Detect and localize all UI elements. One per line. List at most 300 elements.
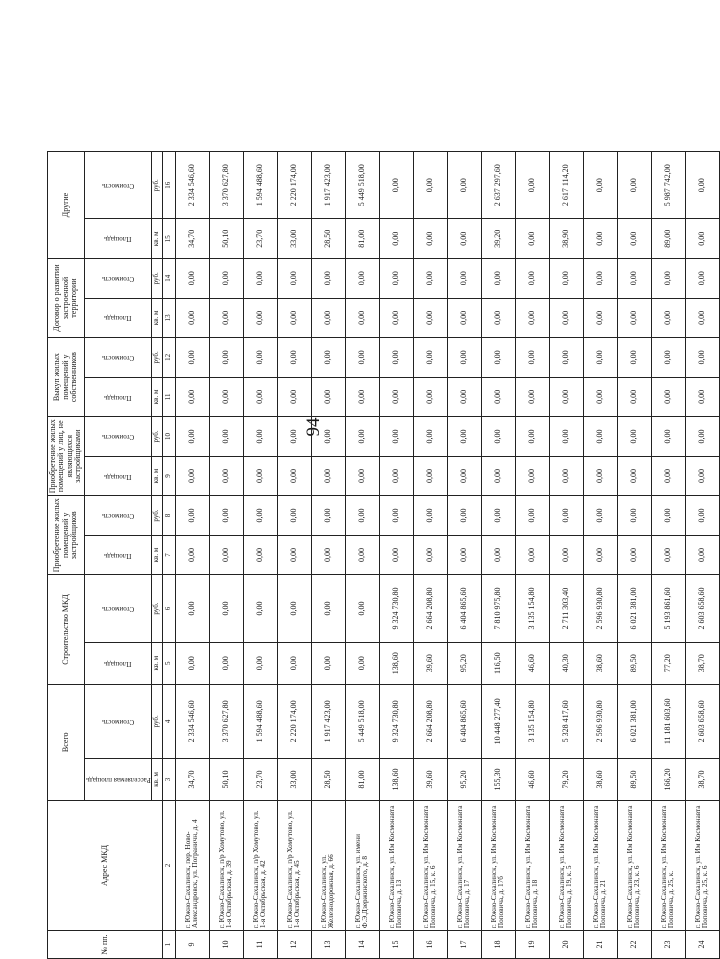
- row-buy-developers-area: 0,00: [515, 535, 549, 575]
- row-construction-cost: 0,00: [311, 575, 345, 642]
- row-buy-non-developers-cost: 0,00: [617, 417, 651, 457]
- row-address: г. Южно-Сахалинск, ул. Им Космонавта Поповича, д. 25, к. 6: [685, 800, 719, 930]
- unit-rub: руб.: [152, 496, 162, 536]
- header-group-buyout-owners: Выкуп жилых помещений у собственников: [48, 338, 85, 417]
- row-number: 23: [651, 931, 685, 959]
- row-buyout-owners-area: 0,00: [379, 377, 413, 417]
- row-address: г. Южно-Сахалинск, ул. Железнодорожная, д. 66: [311, 800, 345, 930]
- row-address: г. Южно-Сахалинск, ул. Им Космонавта Поповича, д. 18: [515, 800, 549, 930]
- header-address: Адрес МКД: [48, 800, 163, 930]
- row-buy-developers-area: 0,00: [277, 535, 311, 575]
- subheader-cost: Стоимость: [84, 496, 152, 536]
- subheader-area: Площадь: [84, 377, 152, 417]
- row-buyout-owners-area: 0,00: [277, 377, 311, 417]
- row-construction-area: 0,00: [243, 642, 277, 684]
- row-construction-area: 0,00: [175, 642, 209, 684]
- row-total-area: 38,70: [685, 759, 719, 801]
- row-other-area: 0,00: [583, 219, 617, 259]
- row-other-area: 89,00: [651, 219, 685, 259]
- row-buyout-owners-cost: 0,00: [175, 338, 209, 378]
- row-buy-non-developers-cost: 0,00: [549, 417, 583, 457]
- row-construction-area: 38,60: [583, 642, 617, 684]
- row-buyout-owners-area: 0,00: [481, 377, 515, 417]
- row-construction-area: 89,50: [617, 642, 651, 684]
- row-address: г. Южно-Сахалинск, пер. Ново-Александровск, ул. Пограничн, д. 4: [175, 800, 209, 930]
- row-development-agreement-cost: 0,00: [549, 259, 583, 299]
- table-row: [617, 152, 651, 959]
- column-number: 1: [162, 931, 175, 959]
- row-total-area: 39,60: [413, 759, 447, 801]
- row-buy-non-developers-cost: 0,00: [447, 417, 481, 457]
- row-construction-cost: 0,00: [277, 575, 311, 642]
- row-address: г. Южно-Сахалинск, ул. Им Космонавта Поповича, д. 17: [447, 800, 481, 930]
- row-buy-non-developers-area: 0,00: [617, 456, 651, 496]
- row-total-cost: 3 370 627,80: [209, 684, 243, 758]
- row-other-area: 0,00: [379, 219, 413, 259]
- row-construction-cost: 6 404 865,60: [447, 575, 481, 642]
- row-address: г. Южно-Сахалинск, ул. Им Космонавта Поповича, д. 13: [379, 800, 413, 930]
- row-construction-cost: 0,00: [175, 575, 209, 642]
- row-buy-developers-area: 0,00: [583, 535, 617, 575]
- row-buyout-owners-cost: 0,00: [379, 338, 413, 378]
- row-development-agreement-area: 0,00: [583, 298, 617, 338]
- row-total-area: 33,00: [277, 759, 311, 801]
- row-development-agreement-cost: 0,00: [345, 259, 379, 299]
- row-buyout-owners-area: 0,00: [515, 377, 549, 417]
- unit-rub: руб.: [152, 338, 162, 378]
- table-row: [651, 152, 685, 959]
- row-total-area: 155,30: [481, 759, 515, 801]
- row-other-cost: 2 617 114,20: [549, 152, 583, 220]
- subheader-area: Площадь: [84, 456, 152, 496]
- row-buyout-owners-cost: 0,00: [651, 338, 685, 378]
- subheader-cost: Стоимость: [84, 575, 152, 642]
- row-other-area: 0,00: [413, 219, 447, 259]
- row-other-area: 81,00: [345, 219, 379, 259]
- row-total-cost: 6 021 381,00: [617, 684, 651, 758]
- row-number: 20: [549, 931, 583, 959]
- row-construction-cost: 2 664 208,80: [413, 575, 447, 642]
- subheader-cost: Стоимость: [84, 338, 152, 378]
- row-buy-non-developers-area: 0,00: [345, 456, 379, 496]
- row-other-cost: 5 987 742,00: [651, 152, 685, 220]
- row-buy-non-developers-area: 0,00: [549, 456, 583, 496]
- row-construction-area: 116,50: [481, 642, 515, 684]
- table-row: [345, 152, 379, 959]
- table-row: [413, 152, 447, 959]
- row-buyout-owners-area: 0,00: [447, 377, 481, 417]
- row-buy-developers-cost: 0,00: [685, 496, 719, 536]
- row-construction-cost: 0,00: [243, 575, 277, 642]
- table-row: [481, 152, 515, 959]
- row-development-agreement-cost: 0,00: [583, 259, 617, 299]
- row-buy-developers-cost: 0,00: [209, 496, 243, 536]
- row-total-cost: 5 449 518,00: [345, 684, 379, 758]
- row-buy-developers-area: 0,00: [549, 535, 583, 575]
- unit-rub: руб.: [152, 684, 162, 758]
- row-buyout-owners-cost: 0,00: [583, 338, 617, 378]
- row-other-cost: 0,00: [379, 152, 413, 220]
- row-buy-developers-cost: 0,00: [549, 496, 583, 536]
- row-total-area: 46,60: [515, 759, 549, 801]
- row-development-agreement-area: 0,00: [175, 298, 209, 338]
- row-total-cost: 1 917 423,00: [311, 684, 345, 758]
- row-total-cost: 2 220 174,00: [277, 684, 311, 758]
- row-development-agreement-cost: 0,00: [413, 259, 447, 299]
- row-development-agreement-cost: 0,00: [481, 259, 515, 299]
- subheader-area: Площадь: [84, 219, 152, 259]
- row-buy-non-developers-cost: 0,00: [379, 417, 413, 457]
- row-number: 10: [209, 931, 243, 959]
- row-buy-developers-area: 0,00: [481, 535, 515, 575]
- row-other-cost: 0,00: [583, 152, 617, 220]
- row-number: 19: [515, 931, 549, 959]
- unit-rub: руб.: [152, 259, 162, 299]
- row-buy-developers-cost: 0,00: [345, 496, 379, 536]
- table-row: [379, 152, 413, 959]
- row-construction-cost: 2 596 930,80: [583, 575, 617, 642]
- row-other-cost: 0,00: [447, 152, 481, 220]
- row-other-area: 0,00: [685, 219, 719, 259]
- row-other-cost: 1 917 423,00: [311, 152, 345, 220]
- row-construction-area: 95,20: [447, 642, 481, 684]
- header-group-buy-developers: Приобретение жилых помещений у застройщиков: [48, 496, 85, 575]
- column-number-row: [162, 152, 175, 959]
- row-buyout-owners-area: 0,00: [175, 377, 209, 417]
- table-row: [685, 152, 719, 959]
- row-total-area: 89,50: [617, 759, 651, 801]
- row-other-cost: 2 220 174,00: [277, 152, 311, 220]
- row-construction-area: 0,00: [277, 642, 311, 684]
- row-construction-cost: 7 810 975,80: [481, 575, 515, 642]
- row-development-agreement-area: 0,00: [209, 298, 243, 338]
- column-number: 14: [162, 259, 175, 299]
- table-row: [515, 152, 549, 959]
- row-buy-developers-cost: 0,00: [515, 496, 549, 536]
- row-number: 12: [277, 931, 311, 959]
- header-no: № пп.: [48, 931, 163, 959]
- table-row: [175, 152, 209, 959]
- row-address: г. Южно-Сахалинск, п/р Хомутово, ул. 1-я Октябрьская, д. 39: [209, 800, 243, 930]
- row-buy-non-developers-cost: 0,00: [277, 417, 311, 457]
- header-group-buy-non-developers: Приобретение жилых помещений у лиц, не являющихся застройщиками: [48, 417, 85, 496]
- row-other-area: 23,70: [243, 219, 277, 259]
- row-buy-non-developers-cost: 0,00: [481, 417, 515, 457]
- row-buy-developers-cost: 0,00: [243, 496, 277, 536]
- table-row: [277, 152, 311, 959]
- row-buy-developers-area: 0,00: [379, 535, 413, 575]
- row-number: 16: [413, 931, 447, 959]
- subheader-area: Площадь: [84, 535, 152, 575]
- row-buy-developers-area: 0,00: [311, 535, 345, 575]
- row-development-agreement-area: 0,00: [447, 298, 481, 338]
- row-development-agreement-cost: 0,00: [311, 259, 345, 299]
- unit-area: кв. м: [152, 759, 162, 801]
- row-development-agreement-area: 0,00: [481, 298, 515, 338]
- row-buy-developers-cost: 0,00: [379, 496, 413, 536]
- row-address: г. Южно-Сахалинск, ул. Им Космонавта Поповича, д. 25, к.: [651, 800, 685, 930]
- row-buyout-owners-cost: 0,00: [345, 338, 379, 378]
- row-buy-developers-cost: 0,00: [583, 496, 617, 536]
- row-development-agreement-area: 0,00: [685, 298, 719, 338]
- row-total-area: 95,20: [447, 759, 481, 801]
- row-buyout-owners-cost: 0,00: [209, 338, 243, 378]
- unit-rub: руб.: [152, 152, 162, 220]
- row-development-agreement-area: 0,00: [345, 298, 379, 338]
- column-number: 8: [162, 496, 175, 536]
- row-other-area: 0,00: [617, 219, 651, 259]
- column-number: 15: [162, 219, 175, 259]
- row-buy-developers-area: 0,00: [345, 535, 379, 575]
- row-construction-area: 39,60: [413, 642, 447, 684]
- row-total-cost: 3 135 154,80: [515, 684, 549, 758]
- row-other-cost: 0,00: [685, 152, 719, 220]
- row-buy-developers-area: 0,00: [175, 535, 209, 575]
- rotated-table-wrapper: [47, 151, 710, 959]
- subheader-area: Площадь: [84, 298, 152, 338]
- row-development-agreement-cost: 0,00: [685, 259, 719, 299]
- row-buy-non-developers-cost: 0,00: [209, 417, 243, 457]
- row-address: г. Южно-Сахалинск, ул. Им Космонавта Поповича, д. 19, к. 5: [549, 800, 583, 930]
- row-development-agreement-cost: 0,00: [209, 259, 243, 299]
- row-number: 24: [685, 931, 719, 959]
- row-buy-non-developers-cost: 0,00: [345, 417, 379, 457]
- row-other-area: 28,50: [311, 219, 345, 259]
- column-number: 4: [162, 684, 175, 758]
- row-development-agreement-area: 0,00: [413, 298, 447, 338]
- row-number: 9: [175, 931, 209, 959]
- row-buy-non-developers-cost: 0,00: [413, 417, 447, 457]
- row-buy-developers-area: 0,00: [651, 535, 685, 575]
- row-total-cost: 2 603 658,60: [685, 684, 719, 758]
- row-development-agreement-area: 0,00: [311, 298, 345, 338]
- row-total-cost: 9 324 730,80: [379, 684, 413, 758]
- row-buyout-owners-area: 0,00: [549, 377, 583, 417]
- row-total-area: 34,70: [175, 759, 209, 801]
- column-number: 13: [162, 298, 175, 338]
- row-other-area: 34,70: [175, 219, 209, 259]
- row-development-agreement-area: 0,00: [549, 298, 583, 338]
- row-construction-cost: 6 021 381,00: [617, 575, 651, 642]
- row-construction-cost: 2 711 303,40: [549, 575, 583, 642]
- row-buy-non-developers-cost: 0,00: [651, 417, 685, 457]
- row-buyout-owners-area: 0,00: [345, 377, 379, 417]
- row-total-cost: 2 596 930,80: [583, 684, 617, 758]
- column-number: 5: [162, 642, 175, 684]
- unit-area: кв. м: [152, 377, 162, 417]
- row-other-area: 0,00: [515, 219, 549, 259]
- row-buyout-owners-area: 0,00: [617, 377, 651, 417]
- row-construction-area: 138,60: [379, 642, 413, 684]
- column-number: 3: [162, 759, 175, 801]
- row-buy-developers-area: 0,00: [685, 535, 719, 575]
- row-buy-non-developers-area: 0,00: [175, 456, 209, 496]
- row-buyout-owners-area: 0,00: [583, 377, 617, 417]
- row-development-agreement-cost: 0,00: [447, 259, 481, 299]
- row-other-cost: 5 449 518,00: [345, 152, 379, 220]
- column-number: 9: [162, 456, 175, 496]
- row-buy-non-developers-cost: 0,00: [311, 417, 345, 457]
- row-buyout-owners-area: 0,00: [685, 377, 719, 417]
- row-development-agreement-cost: 0,00: [243, 259, 277, 299]
- row-address: г. Южно-Сахалинск, п/р Хомутово, ул. 1-я Октябрьская, д. 45: [277, 800, 311, 930]
- table-row: [209, 152, 243, 959]
- unit-area: кв. м: [152, 298, 162, 338]
- subheader-total-area: Расселяемая площадь: [84, 759, 152, 801]
- row-construction-cost: 2 603 658,60: [685, 575, 719, 642]
- row-development-agreement-area: 0,00: [617, 298, 651, 338]
- header-total: Всего: [48, 684, 85, 800]
- row-development-agreement-cost: 0,00: [175, 259, 209, 299]
- row-buy-non-developers-area: 0,00: [685, 456, 719, 496]
- row-buyout-owners-cost: 0,00: [685, 338, 719, 378]
- subheader-total-cost: Стоимость: [84, 684, 152, 758]
- row-buyout-owners-area: 0,00: [413, 377, 447, 417]
- row-buy-developers-cost: 0,00: [481, 496, 515, 536]
- row-development-agreement-area: 0,00: [515, 298, 549, 338]
- table-row: [311, 152, 345, 959]
- unit-rub: руб.: [152, 417, 162, 457]
- row-buyout-owners-cost: 0,00: [481, 338, 515, 378]
- row-other-area: 0,00: [447, 219, 481, 259]
- row-buy-non-developers-area: 0,00: [379, 456, 413, 496]
- table-row: [447, 152, 481, 959]
- row-other-cost: 2 334 546,60: [175, 152, 209, 220]
- row-address: г. Южно-Сахалинск, ул. Им Космонавта Поповича, д. 21: [583, 800, 617, 930]
- row-buy-developers-cost: 0,00: [311, 496, 345, 536]
- row-buy-developers-cost: 0,00: [447, 496, 481, 536]
- row-development-agreement-cost: 0,00: [277, 259, 311, 299]
- row-total-area: 23,70: [243, 759, 277, 801]
- row-development-agreement-cost: 0,00: [379, 259, 413, 299]
- row-buy-non-developers-cost: 0,00: [583, 417, 617, 457]
- row-buyout-owners-cost: 0,00: [311, 338, 345, 378]
- row-buyout-owners-cost: 0,00: [413, 338, 447, 378]
- row-buyout-owners-area: 0,00: [311, 377, 345, 417]
- row-total-area: 50,10: [209, 759, 243, 801]
- row-total-cost: 2 334 546,60: [175, 684, 209, 758]
- row-buy-non-developers-area: 0,00: [583, 456, 617, 496]
- row-buy-developers-area: 0,00: [617, 535, 651, 575]
- row-other-area: 33,00: [277, 219, 311, 259]
- row-total-cost: 6 404 865,60: [447, 684, 481, 758]
- table-body: [162, 152, 719, 959]
- row-number: 15: [379, 931, 413, 959]
- row-development-agreement-area: 0,00: [379, 298, 413, 338]
- row-other-area: 38,90: [549, 219, 583, 259]
- row-total-area: 79,20: [549, 759, 583, 801]
- row-buy-non-developers-cost: 0,00: [243, 417, 277, 457]
- row-buyout-owners-cost: 0,00: [617, 338, 651, 378]
- column-number: 2: [162, 800, 175, 930]
- row-total-cost: 5 328 417,60: [549, 684, 583, 758]
- row-number: 22: [617, 931, 651, 959]
- row-buy-developers-cost: 0,00: [651, 496, 685, 536]
- row-construction-area: 0,00: [345, 642, 379, 684]
- row-buy-non-developers-cost: 0,00: [175, 417, 209, 457]
- row-development-agreement-area: 0,00: [651, 298, 685, 338]
- column-number: 7: [162, 535, 175, 575]
- unit-area: кв. м: [152, 642, 162, 684]
- row-buy-non-developers-area: 0,00: [277, 456, 311, 496]
- table-row: [583, 152, 617, 959]
- row-buy-non-developers-cost: 0,00: [685, 417, 719, 457]
- unit-rub: руб.: [152, 575, 162, 642]
- row-other-cost: 0,00: [515, 152, 549, 220]
- row-address: г. Южно-Сахалинск, ул. Им Космонавта Поповича, д. 17б: [481, 800, 515, 930]
- row-total-cost: 11 181 603,60: [651, 684, 685, 758]
- row-construction-area: 38,70: [685, 642, 719, 684]
- row-construction-cost: 3 135 154,80: [515, 575, 549, 642]
- row-other-area: 50,10: [209, 219, 243, 259]
- row-development-agreement-area: 0,00: [243, 298, 277, 338]
- row-buy-developers-area: 0,00: [413, 535, 447, 575]
- row-buyout-owners-cost: 0,00: [549, 338, 583, 378]
- row-other-cost: 1 594 488,60: [243, 152, 277, 220]
- row-other-cost: 3 370 627,80: [209, 152, 243, 220]
- row-number: 14: [345, 931, 379, 959]
- header-group-development-agreement: Договор о развитии застроенной территории: [48, 259, 85, 338]
- column-number: 10: [162, 417, 175, 457]
- row-buyout-owners-cost: 0,00: [447, 338, 481, 378]
- subheader-cost: Стоимость: [84, 152, 152, 220]
- table-row: [549, 152, 583, 959]
- resettlement-table: [47, 151, 720, 959]
- row-total-area: 166,20: [651, 759, 685, 801]
- row-address: г. Южно-Сахалинск, ул. Им Космонавта Поповича, д. 15, к. 6: [413, 800, 447, 930]
- row-other-cost: 2 637 297,60: [481, 152, 515, 220]
- row-address: г. Южно-Сахалинск, ул. Им Космонавта Поповича, д. 23, к. 6: [617, 800, 651, 930]
- row-total-area: 28,50: [311, 759, 345, 801]
- column-number: 11: [162, 377, 175, 417]
- row-buy-non-developers-area: 0,00: [515, 456, 549, 496]
- row-other-cost: 0,00: [413, 152, 447, 220]
- row-total-area: 38,60: [583, 759, 617, 801]
- row-buyout-owners-area: 0,00: [209, 377, 243, 417]
- row-development-agreement-area: 0,00: [277, 298, 311, 338]
- row-buy-non-developers-area: 0,00: [651, 456, 685, 496]
- row-buyout-owners-area: 0,00: [243, 377, 277, 417]
- row-construction-cost: 0,00: [345, 575, 379, 642]
- row-buyout-owners-cost: 0,00: [277, 338, 311, 378]
- row-number: 21: [583, 931, 617, 959]
- column-number: 12: [162, 338, 175, 378]
- row-buy-developers-area: 0,00: [209, 535, 243, 575]
- row-construction-area: 0,00: [311, 642, 345, 684]
- subheader-cost: Стоимость: [84, 417, 152, 457]
- row-buy-non-developers-area: 0,00: [311, 456, 345, 496]
- row-construction-area: 40,30: [549, 642, 583, 684]
- row-buy-non-developers-area: 0,00: [209, 456, 243, 496]
- table-row: [243, 152, 277, 959]
- unit-area: кв. м: [152, 456, 162, 496]
- row-address: г. Южно-Сахалинск, ул. имени Ф.Э.Дзержинского, д. 8: [345, 800, 379, 930]
- row-number: 11: [243, 931, 277, 959]
- row-other-area: 39,20: [481, 219, 515, 259]
- unit-area: кв. м: [152, 219, 162, 259]
- row-buyout-owners-area: 0,00: [651, 377, 685, 417]
- subheader-area: Площадь: [84, 642, 152, 684]
- row-total-area: 138,60: [379, 759, 413, 801]
- row-total-area: 81,00: [345, 759, 379, 801]
- row-construction-area: 0,00: [209, 642, 243, 684]
- unit-area: кв. м: [152, 535, 162, 575]
- column-number: 6: [162, 575, 175, 642]
- row-construction-area: 46,60: [515, 642, 549, 684]
- row-development-agreement-cost: 0,00: [651, 259, 685, 299]
- row-buy-developers-cost: 0,00: [277, 496, 311, 536]
- page-number: 94: [303, 417, 324, 437]
